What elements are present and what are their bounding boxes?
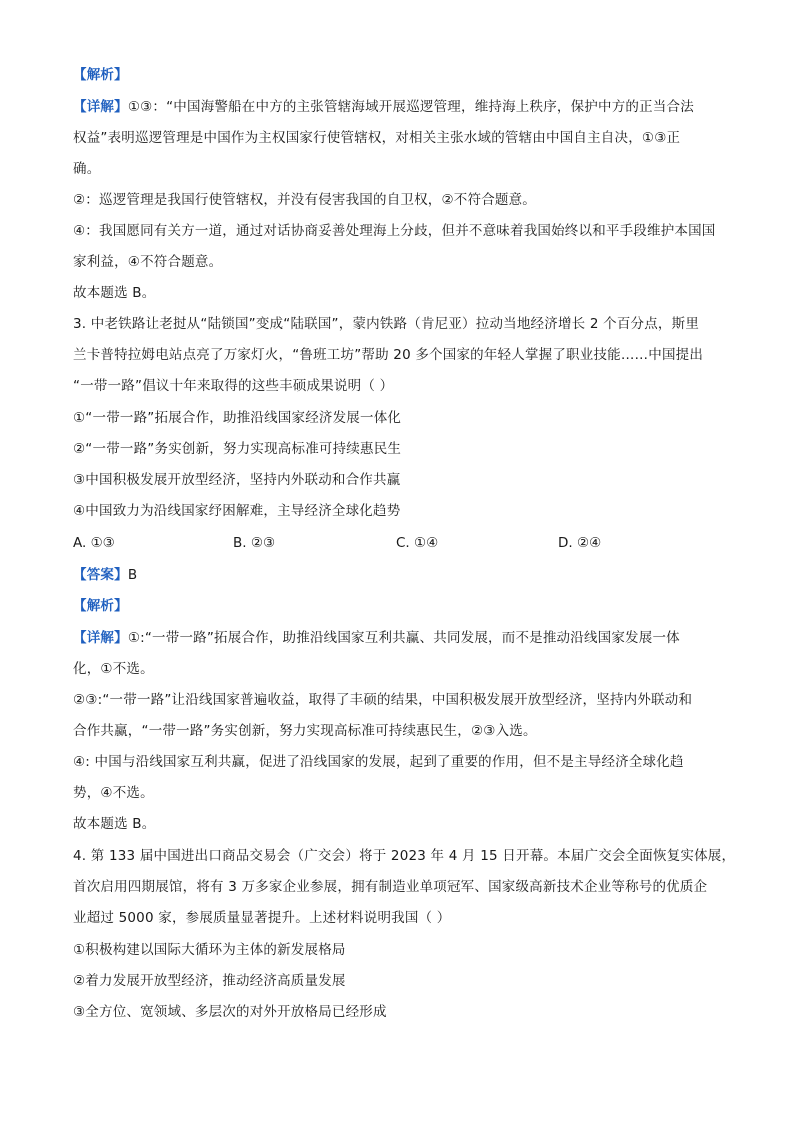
answer-tag: 【答案】 bbox=[73, 567, 128, 583]
analysis-tag: 【解析】 bbox=[73, 67, 128, 83]
conclusion-line: 故本题选 B。 bbox=[73, 285, 156, 301]
statement: ④中国致力为沿线国家纾困解难，主导经济全球化趋势 bbox=[73, 503, 401, 519]
detail-tag: 【详解】 bbox=[73, 99, 128, 115]
detail-line: 确。 bbox=[73, 161, 101, 177]
question-stem: 3. 中老铁路让老挝从“陆锁国”变成“陆联国”，蒙内铁路（肯尼亚）拉动当地经济增长 2 个百分点，斯里 bbox=[73, 316, 700, 332]
question-stem: 兰卡普特拉姆电站点亮了万家灯火，“鲁班工坊”帮助 20 多个国家的年轻人掌握了职业技能……中国提出 bbox=[73, 347, 704, 363]
statement: ②“一带一路”务实创新，努力实现高标准可持续惠民生 bbox=[73, 441, 402, 457]
detail-line: ②：巡逻管理是我国行使管辖权，并没有侵害我国的自卫权，②不符合题意。 bbox=[73, 192, 537, 208]
detail-line: ④：我国愿同有关方一道，通过对话协商妥善处理海上分歧，但并不意味着我国始终以和平手段维护本国国 bbox=[73, 223, 716, 239]
statement: ②着力发展开放型经济，推动经济高质量发展 bbox=[73, 973, 346, 989]
detail-line: ②③:“一带一路”让沿线国家普遍收益，取得了丰硕的结果，中国积极发展开放型经济，坚持内外联动和 bbox=[73, 692, 693, 708]
detail-line: 化，①不选。 bbox=[73, 661, 154, 677]
detail-text: ①:“一带一路”拓展合作，助推沿线国家互利共赢、共同发展，而不是推动沿线国家发展一体 bbox=[127, 630, 680, 646]
statement: ①“一带一路”拓展合作，助推沿线国家经济发展一体化 bbox=[73, 410, 402, 426]
question-stem: 4. 第 133 届中国进出口商品交易会（广交会）将于 2023 年 4 月 15 日开幕。本届广交会全面恢复实体展， bbox=[73, 848, 736, 864]
option-b: B. ②③ bbox=[233, 535, 276, 551]
detail-line bbox=[73, 98, 694, 116]
statement: ③全方位、宽领域、多层次的对外开放格局已经形成 bbox=[73, 1004, 387, 1020]
detail-line: 家利益，④不符合题意。 bbox=[73, 254, 223, 270]
option-d: D. ②④ bbox=[558, 535, 602, 551]
statement: ①积极构建以国际大循环为主体的新发展格局 bbox=[73, 942, 346, 958]
detail-line: 权益”表明巡逻管理是中国作为主权国家行使管辖权，对相关主张水域的管辖由中国自主自决，①③正 bbox=[73, 130, 681, 146]
statement: ③中国积极发展开放型经济，坚持内外联动和合作共赢 bbox=[73, 472, 401, 488]
question-stem: 业超过 5000 家，参展质量显著提升。上述材料说明我国（ ） bbox=[73, 910, 451, 926]
answer-line bbox=[73, 566, 137, 584]
detail-line: 合作共赢，“一带一路”务实创新，努力实现高标准可持续惠民生，②③入选。 bbox=[73, 723, 537, 739]
detail-text: ①③：“中国海警船在中方的主张管辖海域开展巡逻管理，维持海上秩序，保护中方的正当合法 bbox=[127, 99, 694, 115]
answer-value: B bbox=[127, 567, 138, 583]
option-c: C. ①④ bbox=[396, 535, 439, 551]
detail-line bbox=[73, 629, 680, 647]
question-stem: “一带一路”倡议十年来取得的这些丰硕成果说明（ ） bbox=[73, 378, 394, 394]
detail-line: ④: 中国与沿线国家互利共赢，促进了沿线国家的发展，起到了重要的作用，但不是主导经济全球化趋 bbox=[73, 754, 684, 770]
detail-tag: 【详解】 bbox=[73, 630, 128, 646]
analysis-tag: 【解析】 bbox=[73, 598, 128, 614]
conclusion-line: 故本题选 B。 bbox=[73, 816, 156, 832]
question-stem: 首次启用四期展馆，将有 3 万多家企业参展，拥有制造业单项冠军、国家级高新技术企业等称号的优质企 bbox=[73, 879, 708, 895]
option-a: A. ①③ bbox=[73, 535, 115, 551]
detail-line: 势，④不选。 bbox=[73, 785, 154, 801]
